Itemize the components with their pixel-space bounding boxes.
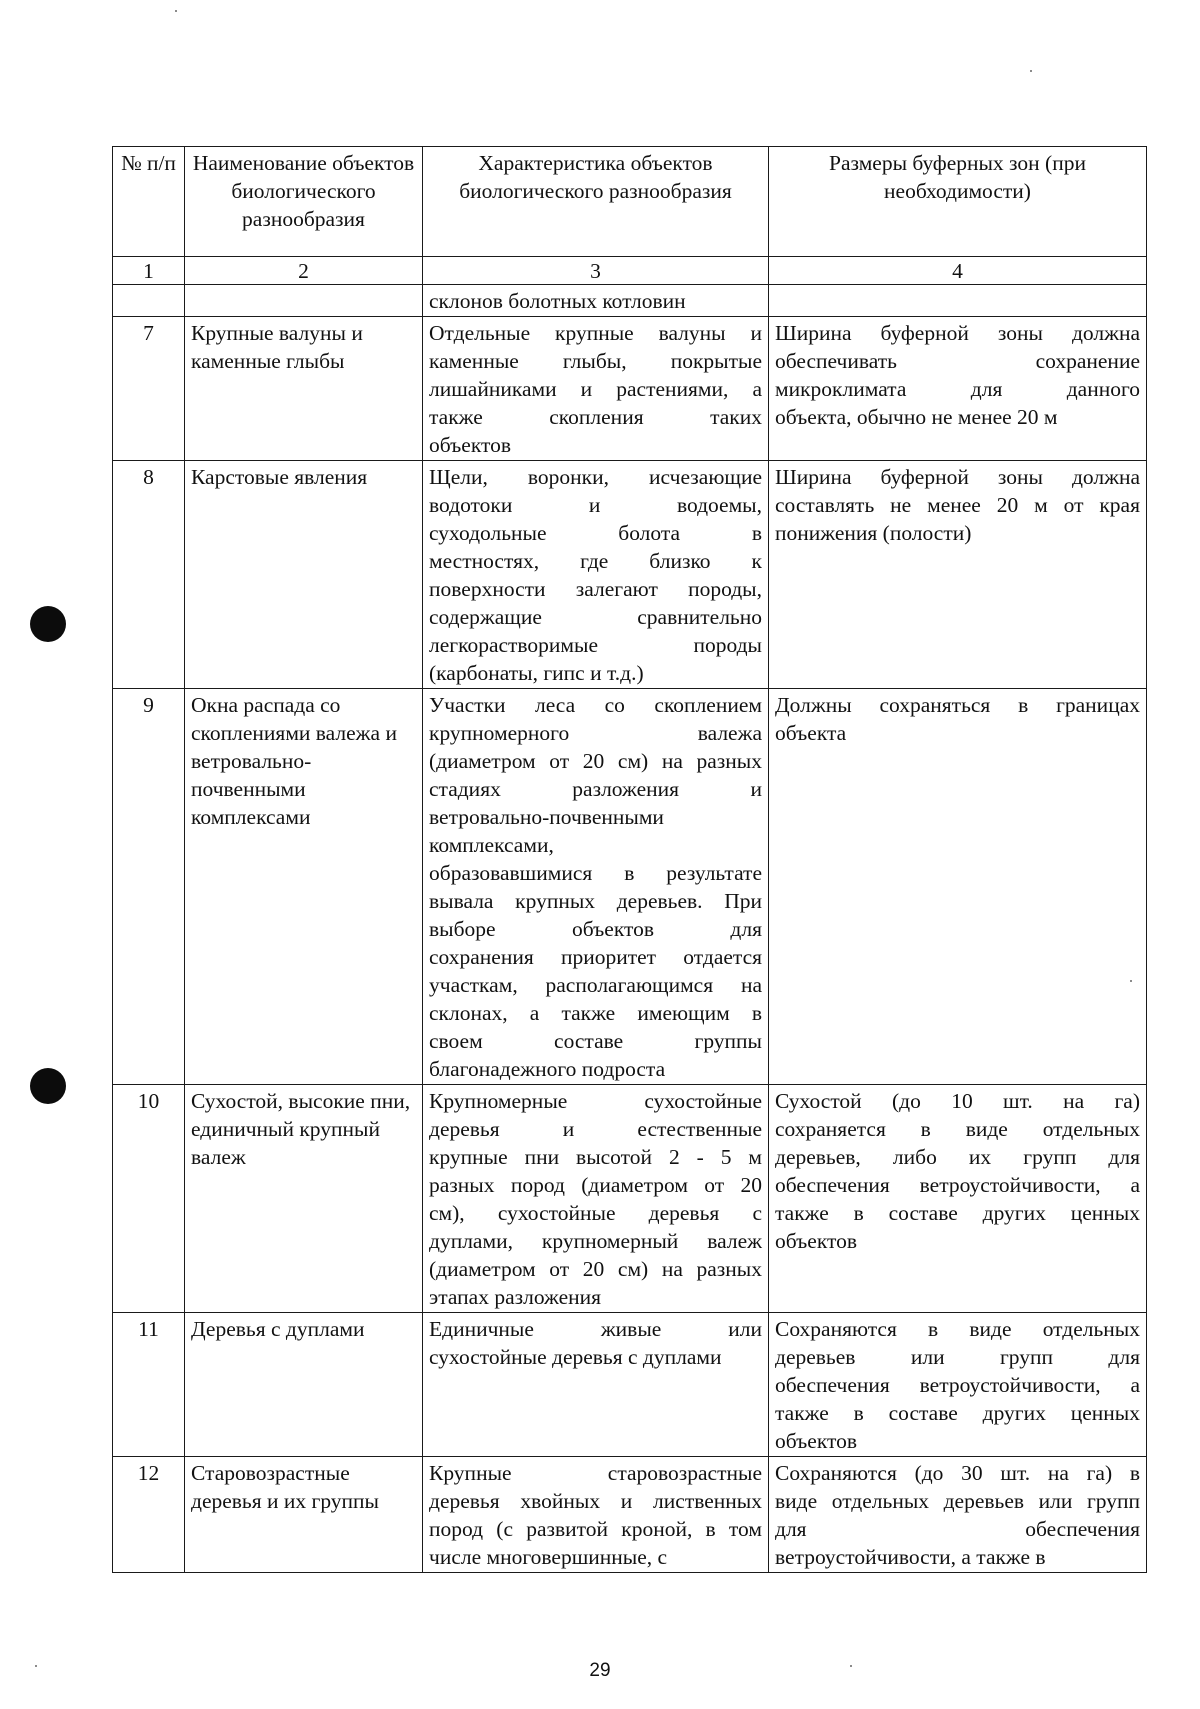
header-number: № п/п xyxy=(113,147,185,257)
text-line: числе многовершинные, с xyxy=(429,1545,668,1569)
scan-speck xyxy=(175,10,177,12)
table-row xyxy=(113,461,1147,689)
text-line: пород (с развитой кроной, в том xyxy=(429,1517,762,1541)
buffer-zone-size xyxy=(769,1313,1147,1457)
text-line: этапах разложения xyxy=(429,1285,602,1309)
text-line: объектов xyxy=(775,1229,857,1253)
object-name: Сухостой, высокие пни, единичный крупный валеж xyxy=(185,1085,423,1313)
text-line: легкорастворимые породы xyxy=(429,633,762,657)
text-line: комплексами, xyxy=(429,833,554,857)
text-line: участкам, располагающимся на xyxy=(429,973,762,997)
text-line: объекта, обычно не менее 20 м xyxy=(775,405,1058,429)
header-row xyxy=(113,147,1147,257)
buffer-zone-size xyxy=(769,461,1147,689)
scan-speck xyxy=(1030,70,1032,72)
text-line: Сохраняются в виде отдельных xyxy=(775,1317,1140,1341)
row-number: 10 xyxy=(113,1085,185,1313)
column-number: 4 xyxy=(769,257,1147,285)
text-line: стадиях разложения и xyxy=(429,777,762,801)
text-line: деревья и естественные xyxy=(429,1117,762,1141)
text-line: объектов xyxy=(775,1429,857,1453)
text-line: ветроустойчивости, а также в xyxy=(775,1545,1046,1569)
text-line: содержащие сравнительно xyxy=(429,605,762,629)
object-name: Крупные валуны и каменные глыбы xyxy=(185,317,423,461)
text-line: составлять не менее 20 м от края xyxy=(775,493,1140,517)
text-line: Единичные живые или xyxy=(429,1317,762,1341)
row-number: 12 xyxy=(113,1457,185,1573)
row-number: 8 xyxy=(113,461,185,689)
column-number-row xyxy=(113,257,1147,285)
text-line: объекта xyxy=(775,721,847,745)
row-number: 11 xyxy=(113,1313,185,1457)
binder-hole-top xyxy=(30,606,66,642)
text-line: (диаметром от 20 см) на разных xyxy=(429,1257,762,1281)
text-line: обеспечивать сохранение xyxy=(775,349,1140,373)
text-line: вывала крупных деревьев. При xyxy=(429,889,762,913)
text-line: деревьев или групп для xyxy=(775,1345,1140,1369)
column-number: 1 xyxy=(113,257,185,285)
text-line: также в составе других ценных xyxy=(775,1401,1140,1425)
column-number: 2 xyxy=(185,257,423,285)
header-characteristic: Характеристика объектов биологического разнообразия xyxy=(423,147,769,257)
row-number xyxy=(113,285,185,317)
object-characteristic xyxy=(423,1313,769,1457)
object-characteristic xyxy=(423,1457,769,1573)
table-row xyxy=(113,317,1147,461)
text-line: виде отдельных деревьев или групп xyxy=(775,1489,1140,1513)
page-number: 29 xyxy=(589,1660,611,1681)
text-line: образовавшимися в результате xyxy=(429,861,762,885)
text-line: для обеспечения xyxy=(775,1517,1140,1541)
object-characteristic xyxy=(423,317,769,461)
text-line: Ширина буферной зоны должна xyxy=(775,321,1140,345)
text-line: обеспечения ветроустойчивости, а xyxy=(775,1373,1140,1397)
text-line: склонах, а также имеющим в xyxy=(429,1001,762,1025)
buffer-zone-size xyxy=(769,1457,1147,1573)
text-line: объектов xyxy=(429,433,511,457)
table-body xyxy=(113,285,1147,1573)
text-line: разных пород (диаметром от 20 xyxy=(429,1173,762,1197)
text-line: Сохраняются (до 30 шт. на га) в xyxy=(775,1461,1140,1485)
text-line: сухостойные деревья с дуплами xyxy=(429,1345,722,1369)
buffer-zone-size xyxy=(769,285,1147,317)
text-line: микроклимата для данного xyxy=(775,377,1140,401)
text-line: водотоки и водоемы, xyxy=(429,493,762,517)
buffer-zone-size xyxy=(769,317,1147,461)
text-line: сохраняется в виде отдельных xyxy=(775,1117,1140,1141)
text-line: Участки леса со скоплением xyxy=(429,693,762,717)
table-row xyxy=(113,1313,1147,1457)
object-characteristic xyxy=(423,689,769,1085)
object-characteristic xyxy=(423,1085,769,1313)
row-number: 7 xyxy=(113,317,185,461)
text-line: деревьев, либо их групп для xyxy=(775,1145,1140,1169)
table-row xyxy=(113,689,1147,1085)
text-line: ветровально-почвенными xyxy=(429,805,664,829)
object-name: Окна распада со скоплениями валежа и ветровально-почвенными комплексами xyxy=(185,689,423,1085)
text-line: выборе объектов для xyxy=(429,917,762,941)
text-line: также в составе других ценных xyxy=(775,1201,1140,1225)
header-object-name: Наименование объектов биологического разнообразия xyxy=(185,147,423,257)
text-line: Ширина буферной зоны должна xyxy=(775,465,1140,489)
text-line: своем составе группы xyxy=(429,1029,762,1053)
text-line: дуплами, крупномерный валеж xyxy=(429,1229,762,1253)
text-line: крупные пни высотой 2 - 5 м xyxy=(429,1145,762,1169)
row-number: 9 xyxy=(113,689,185,1085)
text-line: также скопления таких xyxy=(429,405,762,429)
text-line: (карбонаты, гипс и т.д.) xyxy=(429,661,644,685)
table-row xyxy=(113,1457,1147,1573)
text-line: Сухостой (до 10 шт. на га) xyxy=(775,1089,1140,1113)
biodiversity-objects-table xyxy=(112,146,1147,1573)
object-characteristic xyxy=(423,285,769,317)
text-line: обеспечения ветроустойчивости, а xyxy=(775,1173,1140,1197)
object-characteristic xyxy=(423,461,769,689)
text-line: местностях, где близко к xyxy=(429,549,762,573)
buffer-zone-size xyxy=(769,1085,1147,1313)
text-line: крупномерного валежа xyxy=(429,721,762,745)
object-name: Деревья с дуплами xyxy=(185,1313,423,1457)
object-name: Карстовые явления xyxy=(185,461,423,689)
text-line: каменные глыбы, покрытые xyxy=(429,349,762,373)
buffer-zone-size xyxy=(769,689,1147,1085)
text-line: (диаметром от 20 см) на разных xyxy=(429,749,762,773)
text-line: сохранения приоритет отдается xyxy=(429,945,762,969)
binder-hole-bottom xyxy=(30,1068,66,1104)
column-number: 3 xyxy=(423,257,769,285)
text-line: благонадежного подроста xyxy=(429,1057,666,1081)
table-row xyxy=(113,285,1147,317)
text-line: Отдельные крупные валуны и xyxy=(429,321,762,345)
table-row xyxy=(113,1085,1147,1313)
text-line: Щели, воронки, исчезающие xyxy=(429,465,762,489)
text-line: Должны сохраняться в границах xyxy=(775,693,1140,717)
object-name xyxy=(185,285,423,317)
text-line: поверхности залегают породы, xyxy=(429,577,762,601)
text-line: суходольные болота в xyxy=(429,521,762,545)
text-line: деревья хвойных и лиственных xyxy=(429,1489,762,1513)
text-line: Крупномерные сухостойные xyxy=(429,1089,762,1113)
header-buffer-size: Размеры буферных зон (при необходимости) xyxy=(769,147,1147,257)
text-line: см), сухостойные деревья с xyxy=(429,1201,762,1225)
text-line: лишайниками и растениями, а xyxy=(429,377,762,401)
text-line: понижения (полости) xyxy=(775,521,972,545)
text-line: Крупные старовозрастные xyxy=(429,1461,762,1485)
text-line: склонов болотных котловин xyxy=(429,289,686,313)
object-name: Старовозрастные деревья и их группы xyxy=(185,1457,423,1573)
